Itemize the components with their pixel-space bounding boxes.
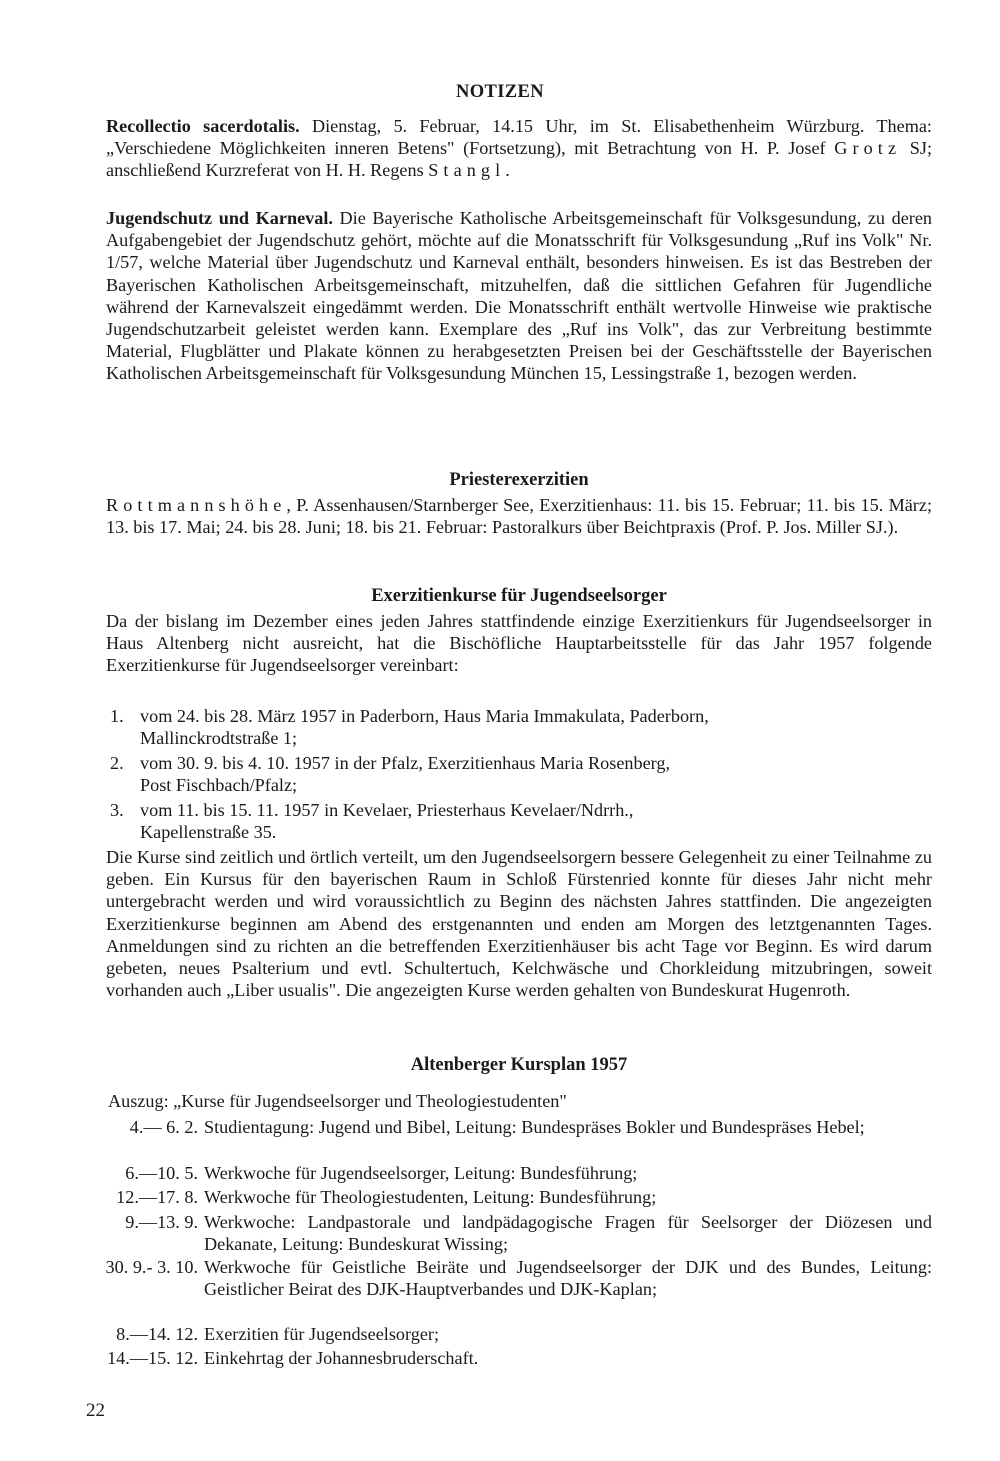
exerzitienkurse-section — [106, 585, 932, 677]
kursplan-row-date: 9.—13. 9. — [125, 1212, 198, 1232]
kursplan-row-text: Studientagung: Jugend und Bibel, Leitung: Bundespräses Bokler und Bundespräses Hebel; — [204, 1117, 865, 1137]
list-item-number: 3. — [110, 800, 124, 820]
recollectio-text-1: Dienstag, 5. Februar, 14.15 Uhr, im St. Elisabethenheim Würzburg. Thema: „Verschiedene Möglichkeiten inneren Betens" (Fortsetzung), mit Betrachtung von H. P. Josef — [106, 116, 932, 159]
exerzitienkurse-intro: Da der bislang im Dezember eines jeden Jahres stattfindende einzige Exerzitienkurs für Jugendseelsorger in Haus Altenberg nicht ausreicht, hat die Bischöfliche Hauptarbeitsstelle für das Jahr 1957 folgende Exerzitienkurse für Jugendseelsorger vereinbart: — [106, 611, 932, 676]
kursplan-row-text: Einkehrtag der Johannesbruderschaft. — [204, 1348, 479, 1368]
recollectio-name-grotz: Grotz — [834, 138, 902, 159]
kursplan-row-text: Werkwoche für Jugendseelsorger, Leitung: Bundesführung; — [204, 1163, 638, 1183]
priesterexerzitien-section — [106, 469, 932, 538]
kursplan-row-date: 30. 9.- 3. 10. — [105, 1257, 198, 1277]
kursplan-row-date: 12.—17. 8. — [116, 1187, 198, 1207]
list-item-number: 2. — [110, 753, 124, 773]
exerzitienkurse-heading: Exerzitienkurse für Jugendseelsorger — [371, 586, 667, 606]
recollectio-paragraph — [106, 115, 932, 182]
priesterexerzitien-place: Rottmannshöhe — [106, 495, 287, 515]
list-item-line: Kapellenstraße 35. — [140, 822, 277, 843]
recollectio-text-3: . — [505, 160, 510, 181]
kursplan-row-date: 14.—15. 12. — [107, 1348, 198, 1368]
exerzitienkurse-body-section — [106, 846, 932, 1001]
kursplan-row-date: 4.— 6. 2. — [129, 1117, 198, 1137]
recollectio-text-2: SJ; anschließend Kurzreferat von H. H. Regens — [106, 138, 932, 181]
jugendschutz-lead: Jugendschutz und Karneval. — [106, 208, 333, 228]
recollectio-section — [106, 115, 932, 182]
list-item-text — [140, 705, 930, 749]
kursplan-section — [106, 1054, 932, 1076]
list-item-text — [140, 799, 930, 843]
list-item-line: Mallinckrodtstraße 1; — [140, 728, 298, 749]
kursplan-auszug: Auszug: „Kurse für Jugendseelsorger und Theologiestudenten" — [108, 1091, 567, 1111]
list-item-line: vom 24. bis 28. März 1957 in Paderborn, Haus Maria Immakulata, Paderborn, — [140, 706, 709, 726]
jugendschutz-paragraph — [106, 207, 932, 385]
kursplan-row-date: 8.—14. 12. — [116, 1324, 198, 1344]
priesterexerzitien-paragraph — [106, 494, 932, 538]
recollectio-name-stangl: Stangl — [428, 160, 506, 181]
page-number: 22 — [86, 1400, 105, 1421]
exerzitienkurse-body: Die Kurse sind zeitlich und örtlich verteilt, um den Jugendseelsorgern bessere Gelegenheit zu einer Teilnahme zu geben. Ein Kursus für den bayerischen Raum in Schloß Fürstenried konnte für dieses Jahr nicht mehr untergebracht werden und wird voraussichtlich zu Beginn des nächsten Jahres stattfinden. Die angezeigten Exerzitienkurse beginnen am Abend des erstgenannten und enden am Morgen des letztgenannten Tages. Anmeldungen sind zu richten an die betreffenden Exerzitienhäuser bis acht Tage vor Beginn. Es wird darum gebeten, neues Psalterium und evtl. Schultertuch, Kelchwäsche und Chorkleidung mitzubringen, soweit vorhanden auch „Liber usualis". Die angezeigten Kurse werden gehalten von Bundeskurat Hugenroth. — [106, 847, 932, 1001]
list-item-line: Post Fischbach/Pfalz; — [140, 775, 298, 796]
list-item-line: vom 11. bis 15. 11. 1957 in Kevelaer, Priesterhaus Kevelaer/Ndrrh., — [140, 800, 634, 820]
kursplan-row-text: Werkwoche: Landpastorale und landpädagogische Fragen für Seelsorger der Diözesen und Dekanate, Leitung: Bundeskurat Wissing; — [204, 1212, 932, 1255]
priesterexerzitien-heading: Priesterexerzitien — [449, 470, 589, 490]
page-title: NOTIZEN — [456, 82, 544, 102]
priesterexerzitien-text: , P. Assenhausen/Starnberger See, Exerzitienhaus: 11. bis 15. Februar; 11. bis 15. März; 13. bis 17. Mai; 24. bis 28. Juni; 18. bis 21. Februar: Pastoralkurs über Beichtpraxis (Prof. P. Jos. Miller SJ.). — [106, 495, 932, 538]
kursplan-row-text: Werkwoche für Geistliche Beiräte und Jugendseelsorger der DJK und des Bundes, Leitung: Geistlicher Beirat des DJK-Hauptverbandes und DJK-Kaplan; — [204, 1257, 932, 1300]
exerzitienkurse-list — [106, 705, 932, 845]
list-item-text — [140, 752, 930, 796]
list-item-line: vom 30. 9. bis 4. 10. 1957 in der Pfalz, Exerzitienhaus Maria Rosenberg, — [140, 753, 671, 773]
jugendschutz-text: Die Bayerische Katholische Arbeitsgemeinschaft für Volksgesundung, zu deren Aufgabengebiet der Jugendschutz gehört, möchte auf die Monatsschrift für Volksgesundung „Ruf ins Volk" Nr. 1/57, welche Material über Jugendschutz und Karneval enthält, besonders hinweisen. Es ist das Bestreben der Bayerischen Katholischen Arbeitsgemeinschaft, mitzuhelfen, daß die sittlichen Gefahren für Jugendliche während der Karnevalszeit eingedämmt werden. Die Monatsschrift enthält wertvolle Hinweise wie praktische Jugendschutzarbeit geleistet werden kann. Exemplare des „Ruf ins Volk", das zur Verbreitung bestimmte Material, Flugblätter und Plakate können zu herabgesetzten Preisen bei der Geschäftsstelle der Bayerischen Katholischen Arbeitsgemeinschaft für Volksgesundung München 15, Lessingstraße 1, bezogen werden. — [106, 208, 932, 384]
kursplan-row-text: Werkwoche für Theologiestudenten, Leitung: Bundesführung; — [204, 1187, 657, 1207]
kursplan-heading: Altenberger Kursplan 1957 — [410, 1055, 628, 1075]
list-item-number: 1. — [110, 706, 124, 726]
recollectio-lead: Recollectio sacerdotalis. — [106, 116, 300, 136]
kursplan-row-date: 6.—10. 5. — [125, 1163, 198, 1183]
jugendschutz-section — [106, 207, 932, 385]
kursplan-row-text: Exerzitien für Jugendseelsorger; — [204, 1324, 440, 1344]
